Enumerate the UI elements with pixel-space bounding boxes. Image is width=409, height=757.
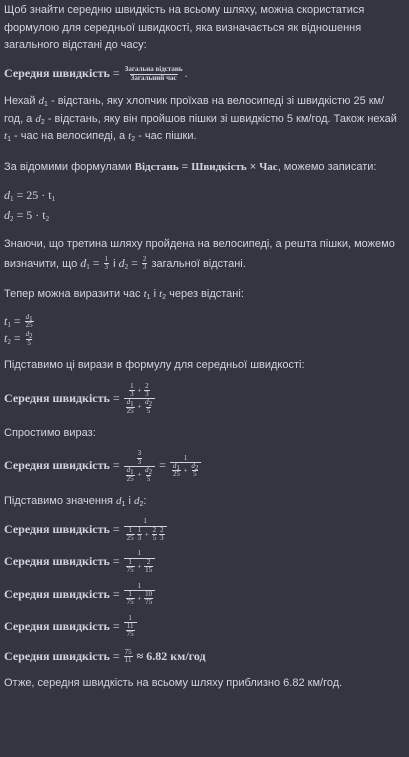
express-paragraph: Тепер можна виразити час $t_1$ і $t_2$ через відстані:	[4, 288, 244, 302]
substituted-formula: Середня швидкість = $\frac{1}{3}$ + $\frac{2}{3}$ $\frac{d_1}{25}$ + $\frac{d_2}{5}$	[4, 383, 402, 415]
conclusion-paragraph: Отже, середня швидкість на всьому шляху приблизно 6.82 км/год.	[4, 676, 343, 689]
formula-numerator: Загальна відстань	[124, 65, 183, 74]
result-value: ≈ 6.82 км/год	[136, 648, 206, 663]
step-1-formula: Середня швидкість = 1 $\frac{1}{25}$ $\frac{1}{3}$ + $\frac{2}{5}$ $\frac{2}{3}$	[4, 518, 402, 542]
formulas-paragraph: За відомими формулами Відстань = Швидкість × Час, можемо записати:	[4, 160, 377, 173]
formula-lhs: Середня швидкість	[4, 65, 110, 80]
distance-equations: $d_1 = 25 \cdot t_1$ $d_2 = 5 \cdot t_2$	[4, 188, 56, 224]
simplified-formula: Середня швидкість = $\frac{3}{3}$ $\frac{d_1}{25}$ + $\frac{d_2}{5}$ = 1 $\frac{d_1}{25}$ + $\frac{d_2}{5}$	[4, 450, 402, 482]
simplify-paragraph: Спростимо вираз:	[4, 426, 96, 439]
substitute-values-paragraph: Підставимо значення $d_1$ і $d_2$:	[4, 494, 147, 508]
formula-denominator: Загальний час	[130, 73, 177, 82]
step-4-formula: Середня швидкість = $\frac{1}{\frac{11}{75}}$	[4, 615, 402, 639]
third-paragraph: Знаючи, що третина шляху пройдена на велосипеді, а решта пішки, можемо визначити, що $d_1$ = $\frac{1}{3}$ і $d_2$ = $\frac{2}{3}$ загальної відстані.	[4, 237, 395, 272]
step-3-formula: Середня швидкість = 1 $\frac{1}{75}$ + $\frac{10}{75}$	[4, 583, 402, 607]
intro-paragraph: Щоб знайти середню швидкість на всьому шляху, можна скористатися формулою для середньої швидкості, яка визначається як відношення загального відстані до часу:	[4, 4, 365, 52]
average-speed-formula: Середня швидкість = $\frac{\text{Загальна відстань}}{\text{Загальний час}}$ .	[4, 65, 188, 82]
result-formula: Середня швидкість = $\frac{75}{11}$ ≈ 6.82 км/год	[4, 647, 206, 665]
definitions-paragraph: Нехай $d_1$ - відстань, яку хлопчик проїхав на велосипеді зі швидкістю 25 км/год, а $d_2$ - відстань, яку він пройшов пішки зі швидкістю 5 км/год. Також нехай $t_1$ - час на велосипеді, а $t_2$ - час пішки.	[4, 94, 397, 144]
step-2-formula: Середня швидкість = 1 $\frac{1}{75}$ + $\frac{2}{15}$	[4, 550, 402, 574]
time-equations: $t_1$ = $\frac{d_1}{25}$ $t_2$ = $\frac{d_2}{5}$	[4, 313, 33, 347]
substitute-paragraph: Підставимо ці вирази в формулу для середньої швидкості:	[4, 358, 305, 371]
